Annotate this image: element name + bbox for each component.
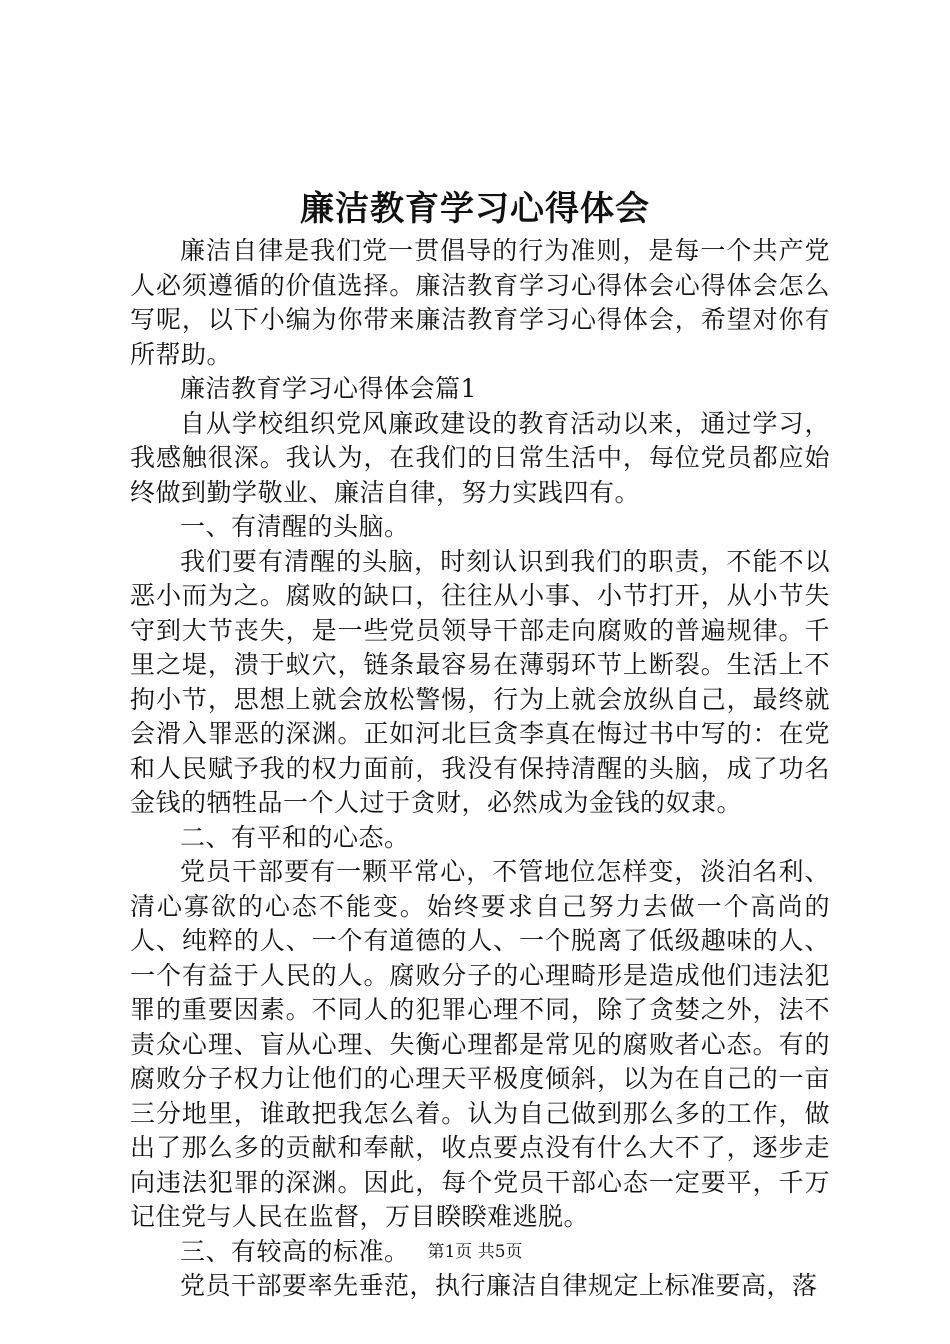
page-number-footer: 第1页 共5页 [427,1242,523,1262]
paragraph: 我们要有清醒的头脑，时刻认识到我们的职责，不能不以恶小而为之。腐败的缺口，往往从小事、小节打开，从小节失守到大节丧失，是一些党员领导干部走向腐败的普遍规律。千里之堤，溃于蚁穴，链条最容易在薄弱环节上断裂。生活上不拘小节，思想上就会放松警惕，行为上就会放纵自己，最终就会滑入罪恶的深渊。正如河北巨贪李真在悔过书中写的：在党和人民赋予我的权力面前，我没有保持清醒的头脑，成了功名金钱的牺牲品一个人过于贪财，必然成为金钱的奴隶。 [130,546,830,817]
document-title: 廉洁教育学习心得体会 [300,189,650,229]
paragraph: 自从学校组织党风廉政建设的教育活动以来，通过学习，我感触很深。我认为，在我们的日常生活中，每位党员都应始终做到勤学敬业、廉洁自律，努力实践四有。 [130,408,830,507]
point-heading-3: 三、有较高的标准。 [180,1236,410,1266]
paragraph: 党员干部要有一颗平常心，不管地位怎样变，淡泊名利、清心寡欲的心态不能变。始终要求自己努力去做一个高尚的人、纯粹的人、一个有道德的人、一个脱离了低级趣味的人、一个有益于人民的人。腐败分子的心理畸形是造成他们违法犯罪的重要因素。不同人的犯罪心理不同，除了贪婪之外，法不责众心理、盲从心理、失衡心理都是常见的腐败者心态。有的腐败分子权力让他们的心理天平极度倾斜，以为在自己的一亩三分地里，谁敢把我怎么着。认为自己做到那么多的工作，做出了那么多的贡献和奉献，收点要点没有什么大不了，逐步走向违法犯罪的深渊。因此，每个党员干部心态一定要平，千万记住党与人民在监督，万目睽睽难逃脱。 [130,857,830,1231]
section-heading-part1: 廉洁教育学习心得体会篇1 [180,374,477,403]
paragraph-intro: 廉洁自律是我们党一贯倡导的行为准则，是每一个共产党人必须遵循的价值选择。廉洁教育学习心得体会心得体会怎么写呢，以下小编为你带来廉洁教育学习心得体会，希望对你有所帮助。 [130,236,830,369]
point-heading-1: 一、有清醒的头脑。 [180,512,410,541]
document-body [130,234,830,1304]
paragraph: 党员干部要率先垂范，执行廉洁自律规定上标准要高，落 [180,1271,818,1300]
point-heading-2: 二、有平和的心态。 [180,822,410,852]
